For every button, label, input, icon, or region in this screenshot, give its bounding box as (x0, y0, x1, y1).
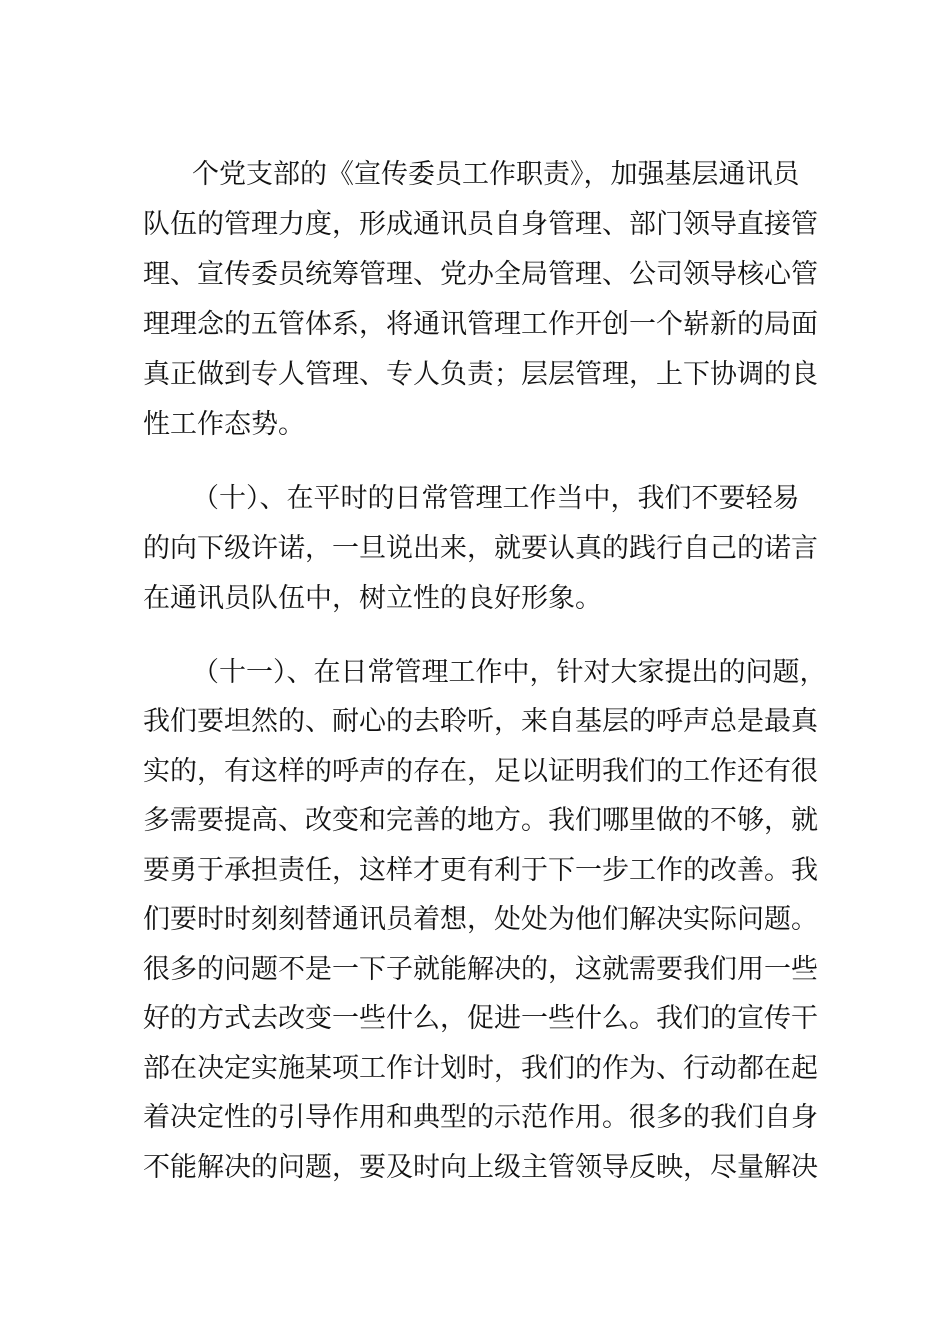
paragraph-3-line-4: 多需要提高、改变和完善的地方。我们哪里做的不够，就 (143, 805, 818, 836)
paragraph-3-line-2: 我们要坦然的、耐心的去聆听，来自基层的呼声总是最真 (143, 706, 818, 737)
paragraph-1-line-3: 理、宣传委员统筹管理、党办全局管理、公司领导核心管 (143, 259, 818, 290)
paragraph-3-line-7: 很多的问题不是一下子就能解决的，这就需要我们用一些 (143, 954, 818, 985)
paragraph-1-line-2: 队伍的管理力度，形成通讯员自身管理、部门领导直接管 (143, 209, 818, 240)
paragraph-3-line-8: 好的方式去改变一些什么，促进一些什么。我们的宣传干 (143, 1003, 818, 1034)
paragraph-1-line-5: 真正做到专人管理、专人负责；层层管理，上下协调的良 (143, 359, 818, 390)
paragraph-2-line-2: 的向下级许诺，一旦说出来，就要认真的践行自己的诺言 (143, 533, 818, 564)
paragraph-3-line-11: 不能解决的问题，要及时向上级主管领导反映，尽量解决 (143, 1152, 818, 1183)
paragraph-2-line-3: 在通讯员队伍中，树立性的良好形象。 (143, 583, 602, 614)
paragraph-3-line-1: （十一）、在日常管理工作中，针对大家提出的问题， (192, 657, 827, 688)
paragraph-3-line-5: 要勇于承担责任，这样才更有利于下一步工作的改善。我 (143, 855, 818, 886)
paragraph-1-line-4: 理理念的五管体系，将通讯管理工作开创一个崭新的局面 (143, 309, 818, 340)
paragraph-3-line-6: 们要时时刻刻替通讯员着想，处处为他们解决实际问题。 (143, 904, 818, 935)
paragraph-3-line-3: 实的，有这样的呼声的存在，足以证明我们的工作还有很 (143, 756, 818, 787)
paragraph-3-line-9: 部在决定实施某项工作计划时，我们的作为、行动都在起 (143, 1053, 818, 1084)
paragraph-1-line-6: 性工作态势。 (143, 409, 305, 440)
paragraph-1-line-1: 个党支部的《宣传委员工作职责》，加强基层通讯员 (192, 159, 800, 190)
paragraph-2-line-1: （十）、在平时的日常管理工作当中，我们不要轻易 (192, 483, 800, 514)
paragraph-3-line-10: 着决定性的引导作用和典型的示范作用。很多的我们自身 (143, 1102, 818, 1133)
